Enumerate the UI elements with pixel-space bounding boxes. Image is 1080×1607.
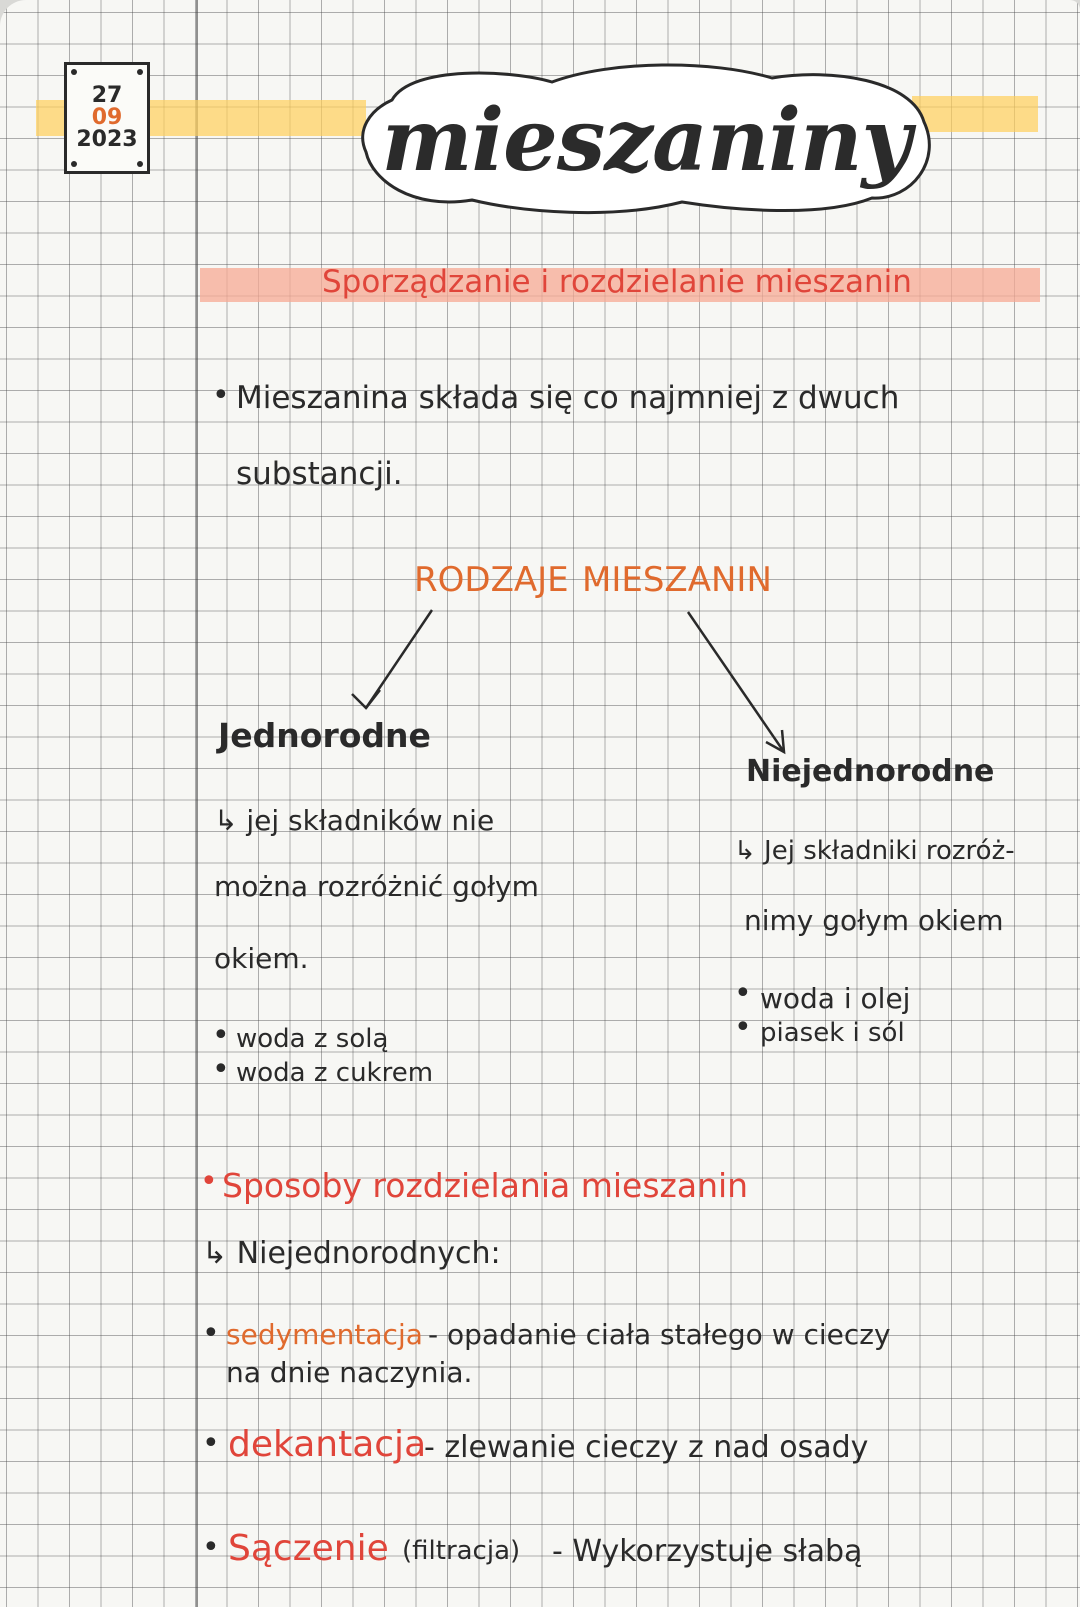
- heterogeneous-example-bullet: •: [734, 976, 752, 1011]
- types-heading-word-2: MIESZANIN: [582, 560, 772, 600]
- methods-bullet: •: [200, 1164, 218, 1199]
- homogeneous-example-bullet: •: [212, 1018, 230, 1053]
- homogeneous-example-1: woda z solą: [236, 1024, 389, 1054]
- date-year: 2023: [76, 127, 138, 152]
- homogeneous-desc-3: okiem.: [214, 942, 309, 975]
- homogeneous-example-2: woda z cukrem: [236, 1058, 434, 1088]
- intro-line-2: substancji.: [236, 456, 403, 492]
- heterogeneous-desc-1: ↳ Jej składniki rozróż-: [734, 836, 1015, 866]
- method-def-sedymentacja-1: - opadanie ciała stałego w cieczy: [428, 1318, 891, 1351]
- homogeneous-desc-1: ↳ jej składników nie: [214, 804, 495, 837]
- heterogeneous-desc-2: nimy gołym okiem: [744, 904, 1004, 937]
- method-def-sedymentacja-2: na dnie naczynia.: [226, 1356, 473, 1389]
- method-def-saczenie: - Wykorzystuje słabą: [552, 1534, 863, 1569]
- heterogeneous-example-bullet: •: [734, 1010, 752, 1045]
- method-bullet: •: [202, 1316, 220, 1351]
- homogeneous-example-bullet: •: [212, 1052, 230, 1087]
- intro-line-1: Mieszanina składa się co najmniej z dwuch: [236, 380, 900, 416]
- heterogeneous-title: Niejednorodne: [746, 754, 995, 789]
- heterogeneous-example-2: piasek i sól: [760, 1018, 905, 1048]
- date-day: 27: [91, 83, 123, 108]
- methods-heading: Sposoby rozdzielania mieszanin: [222, 1166, 749, 1205]
- arrow-to-heterogeneous: [688, 612, 784, 752]
- method-bullet: •: [202, 1530, 220, 1565]
- method-paren-filtracja: (filtracja): [402, 1536, 521, 1566]
- subtitle: Sporządzanie i rozdzielanie mieszanin: [322, 264, 912, 300]
- page-title: mieszaniny: [381, 89, 911, 191]
- types-heading-word-1: RODZAJE: [414, 560, 569, 600]
- homogeneous-desc-2: można rozróżnić gołym: [214, 870, 539, 903]
- heterogeneous-example-1: woda i olej: [760, 982, 911, 1015]
- method-term-saczenie: Sączenie: [228, 1528, 389, 1569]
- intro-bullet: •: [212, 378, 230, 413]
- date-month: 09: [91, 105, 123, 130]
- method-term-sedymentacja: sedymentacja: [226, 1318, 423, 1351]
- homogeneous-title: Jednorodne: [218, 716, 431, 755]
- method-term-dekantacja: dekantacja: [228, 1424, 427, 1465]
- method-def-dekantacja: - zlewanie cieczy z nad osady: [424, 1430, 869, 1465]
- method-bullet: •: [202, 1426, 220, 1461]
- methods-subheading: ↳ Niejednorodnych:: [202, 1236, 501, 1271]
